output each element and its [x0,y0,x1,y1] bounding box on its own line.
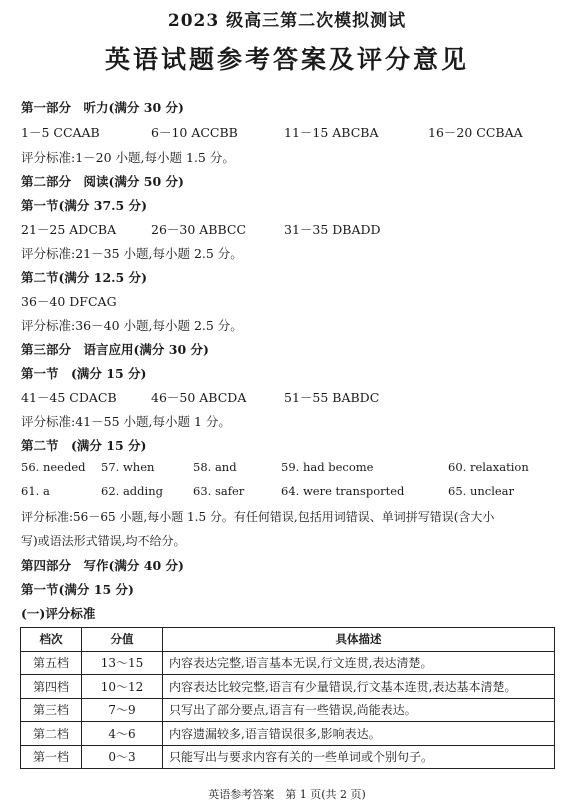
part3-heading: 第三部分 语言应用(满分 30 分) [21,342,209,357]
document-title: 英语试题参考答案及评分意见 [104,45,469,74]
description-cell: 内容表达完整,语言基本无误,行文连贯,表达清楚。 [163,651,555,675]
table-row [21,675,555,699]
description-cell: 内容表达比较完整,语言有少量错误,行文基本连贯,表达基本清楚。 [163,675,555,699]
part4-section1-heading: 第一节(满分 15 分) [21,582,134,597]
part2-section2-criteria: 评分标准:36－40 小题,每小题 2.5 分。 [21,318,243,333]
part3-section1-heading: 第一节 (满分 15 分) [21,366,147,381]
part2-section2-answers: 36－40 DFCAG [21,294,117,309]
score-cell: 13～15 [82,651,163,675]
column-header-level: 档次 [21,628,82,652]
description-cell: 只能写出与要求内容有关的一些单词或个别句子。 [163,745,555,769]
part3-section2-criteria: 评分标准:56－65 小题,每小题 1.5 分。有任何错误,包括用词错误、单词拼写错误(含大小 [21,510,495,524]
score-cell: 7～9 [82,698,163,722]
description-cell: 只写出了部分要点,语言有一些错误,尚能表达。 [163,698,555,722]
level-cell: 第五档 [21,651,82,675]
part2-section1-heading: 第一节(满分 37.5 分) [21,198,147,213]
part3-section2-heading: 第二节 (满分 15 分) [21,438,147,453]
part3-section1-criteria: 评分标准:41－55 小题,每小题 1 分。 [21,414,231,429]
part3-answer-group: 46－50 ABCDA [151,390,247,405]
part3-answer-item: 56. needed [21,460,86,474]
part3-answer-item: 57. when [101,460,155,474]
part1-criteria: 评分标准:1－20 小题,每小题 1.5 分。 [21,150,235,165]
part4-heading: 第四部分 写作(满分 40 分) [21,558,184,573]
level-cell: 第一档 [21,745,82,769]
part3-answer-item: 62. adding [101,484,163,498]
part3-answer-item: 59. had become [281,460,374,474]
part1-answer-group: 16－20 CCBAA [428,125,523,140]
table-header-row [21,628,555,652]
part3-answer-group: 41－45 CDACB [21,390,117,405]
level-cell: 第二档 [21,722,82,746]
part2-answer-group: 31－35 DBADD [284,222,381,237]
part2-section1-criteria: 评分标准:21－35 小题,每小题 2.5 分。 [21,246,243,261]
part3-answer-item: 60. relaxation [448,460,529,474]
score-cell: 4～6 [82,722,163,746]
table-row [21,722,555,746]
table-row [21,698,555,722]
table-row [21,651,555,675]
level-cell: 第四档 [21,675,82,699]
scoring-criteria-heading: (一)评分标准 [21,606,96,621]
part3-answer-item: 64. were transported [281,484,405,498]
part2-answer-group: 26－30 ABBCC [151,222,247,237]
part2-answer-group: 21－25 ADCBA [21,222,117,237]
column-header-score: 分值 [82,628,163,652]
part3-answer-item: 63. safer [193,484,245,498]
score-cell: 10～12 [82,675,163,699]
part3-section2-criteria-cont: 写)或语法形式错误,均不给分。 [21,534,186,548]
page-footer: 英语参考答案 第 1 页(共 2 页) [208,788,366,801]
part3-answer-item: 58. and [193,460,237,474]
exam-title: 2023 级高三第二次模拟测试 [167,11,407,31]
column-header-description: 具体描述 [163,628,555,652]
part2-heading: 第二部分 阅读(满分 50 分) [21,174,184,189]
scoring-table [20,627,555,769]
part1-answer-group: 1－5 CCAAB [21,125,100,140]
part1-heading: 第一部分 听力(满分 30 分) [21,100,184,115]
table-row [21,745,555,769]
score-cell: 0～3 [82,745,163,769]
part3-answer-item: 65. unclear [448,484,515,498]
part1-answer-group: 11－15 ABCBA [284,125,379,140]
part3-answer-group: 51－55 BABDC [284,390,380,405]
part1-answer-group: 6－10 ACCBB [151,125,238,140]
level-cell: 第三档 [21,698,82,722]
part2-section2-heading: 第二节(满分 12.5 分) [21,270,147,285]
description-cell: 内容遗漏较多,语言错误很多,影响表达。 [163,722,555,746]
part3-answer-item: 61. a [21,484,50,498]
